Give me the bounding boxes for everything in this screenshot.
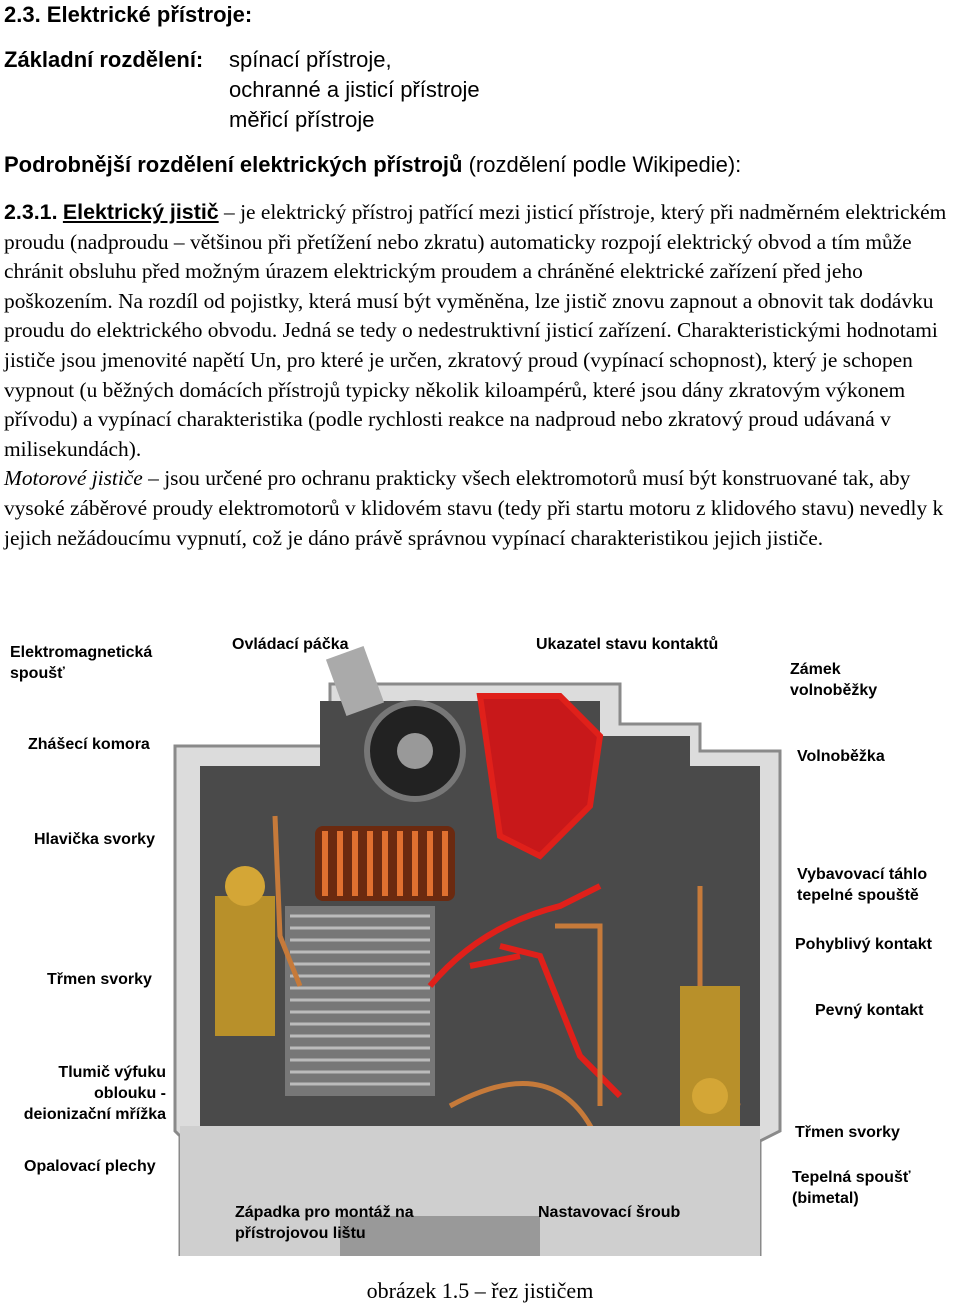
breaker-cutaway-image [0,626,960,1256]
figure-caption: obrázek 1.5 – řez jističem [366,1278,594,1303]
detailed-division-label: Podrobnější rozdělení elektrických přístrojů [4,152,463,177]
label-trip-rod: Vybavovací táhlo tepelné spouště [797,866,928,904]
list-item: spínací přístroje, [229,47,392,72]
basic-division-list [229,45,480,135]
section-heading: 2.3. Elektrické přístroje: [4,2,253,27]
label-thermal-trip: Tepelná spoušť (bimetal) [792,1169,911,1207]
label-adjust-screw: Nastavovací šroub [538,1204,681,1221]
breaker-paragraph [4,198,956,553]
label-contact-indicator: Ukazatel stavu kontaktů [536,636,719,653]
label-arc-chamber: Zhášecí komora [28,736,150,753]
label-din-latch: Západka pro montáž na přístrojovou lištu [235,1204,414,1242]
arc-chute-plates [285,906,435,1096]
label-terminal-bracket-right: Třmen svorky [795,1124,900,1141]
label-electromagnetic-trip: Elektromagnetická spoušť [10,644,153,682]
subsection-number: 2.3.1. [4,200,58,224]
right-terminal [680,986,740,1136]
trip-coil [315,826,455,901]
detailed-division [4,152,741,178]
label-terminal-head: Hlavička svorky [34,831,155,848]
label-fixed-contact: Pevný kontakt [815,1002,924,1019]
detailed-division-note: (rozdělení podle Wikipedie): [462,152,742,177]
motor-breaker-term: Motorové jističe [4,466,143,491]
breaker-description: – je elektrický přístroj patřící mezi jisticí přístroje, který při nadměrném elektrickém proudu (nadproudu – většinou při přetížení nebo zkratu) automaticky rozpojí elektrický obvod a tím může chránit obsluhu před možným úrazem elektrickým proudem a chráněné elektrické zařízení před jeho poškozením. Na rozdíl od pojistky, která musí být vyměněna, lze jistič znovu zapnout a obnovit tak dodávku proudu do elektrického obvodu. Jedná se tedy o nedestruktivní jisticí zařízení. Charakteristickými hodnotami jističe jsou jmenovité napětí Un, pro které je určen, zkratový proud (vypínací schopnost), který je schopen vypnout (u běžných domácích přístrojů typicky několik kiloampérů, které jsou dány zkratovým výkonem přívodu) a vypínací charakteristika (podle rychlosti reakce na nadproud nebo zkratový proud udávaná v milisekundách). [4,200,947,461]
breaker-cutaway-figure [0,626,960,1256]
label-terminal-bracket-left: Třmen svorky [47,971,152,988]
label-freewheel: Volnoběžka [797,748,885,765]
label-moving-contact: Pohyblivý kontakt [795,936,932,953]
label-burn-plates: Opalovací plechy [24,1158,156,1175]
list-item: měřicí přístroje [229,107,375,132]
label-arc-damper: Tlumič výfuku oblouku -deionizační mřížka [23,1064,166,1123]
label-latch: Zámek volnoběžky [790,661,878,699]
basic-division-label: Základní rozdělení: [4,47,204,72]
list-item: ochranné a jisticí přístroje [229,77,480,102]
label-operating-lever: Ovládací páčka [232,636,349,653]
motor-breaker-description: – jsou určené pro ochranu prakticky všech elektromotorů musí být konstruované tak, aby vysoké záběrové proudy elektromotorů v klidovém stavu (tedy při startu motoru z klidového stavu) nevedly k jejich nežádoucímu vypnutí, což je dáno právě správnou vypínací charakteristikou jejich jističe. [4,466,944,550]
breaker-term: Elektrický jistič [62,200,219,224]
